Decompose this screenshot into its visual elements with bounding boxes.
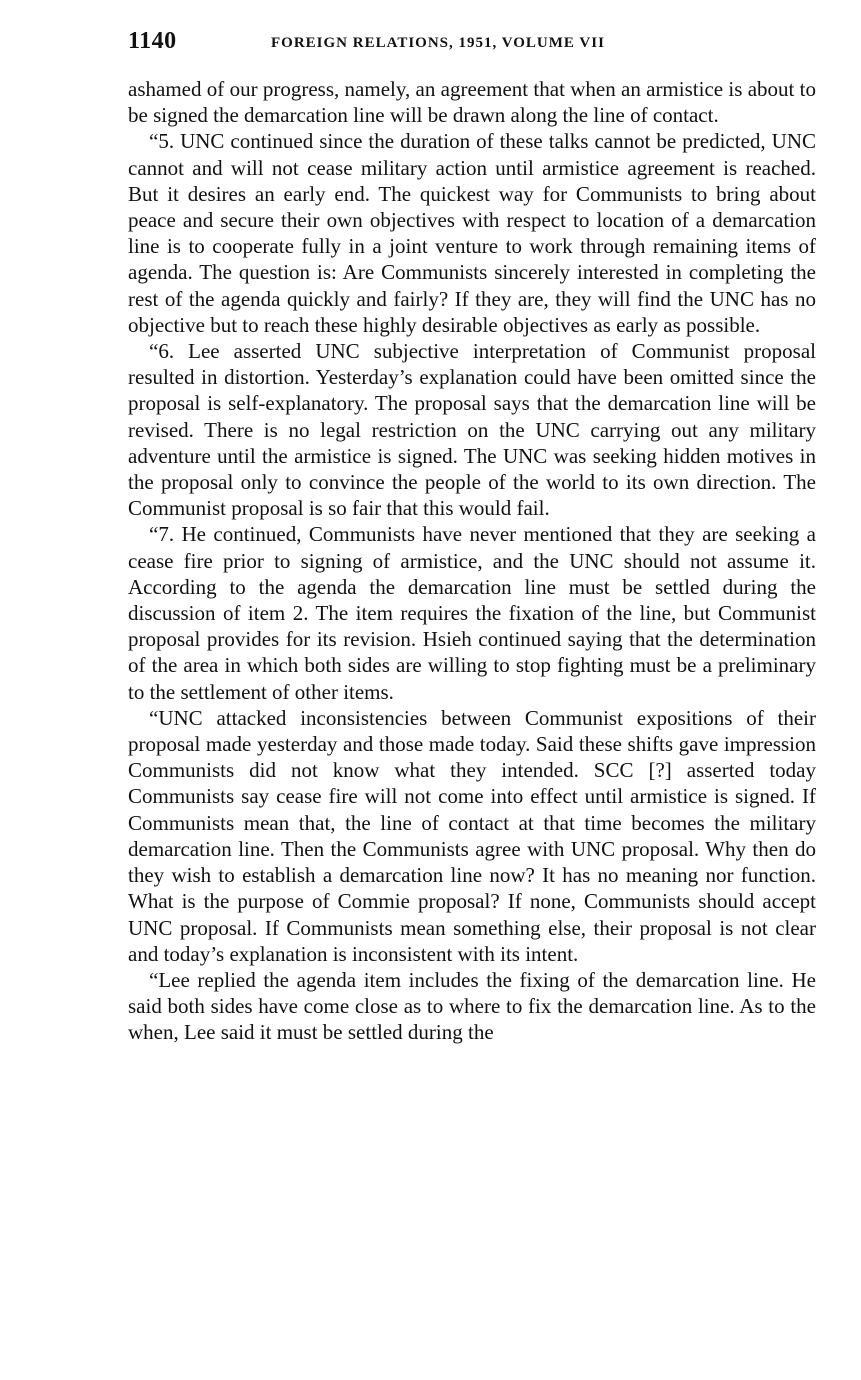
body-text (128, 76, 816, 1046)
running-title: FOREIGN RELATIONS, 1951, VOLUME VII (271, 35, 605, 51)
paragraph-continued: ashamed of our progress, namely, an agreement that when an armistice is about to be signed the demarcation line will be drawn along the line of contact. (128, 77, 816, 128)
page-header (128, 28, 818, 60)
paragraph-unc-attacked: “UNC attacked inconsistencies between Communist expositions of their proposal made yesterday and those made today. Said these shifts gave impression Communists did not know what they intended. SCC [?] asserted today Communists say cease fire will not come into effect until armistice is signed. If Communists mean that, the line of contact at that time becomes the military demarcation line. Then the Communists agree with UNC proposal. Why then do they wish to establish a demarcation line now? It has no meaning nor function. What is the purpose of Commie proposal? If none, Communists should accept UNC proposal. If Communists mean something else, their proposal is not clear and today’s explanation is inconsistent with its intent. (128, 705, 816, 966)
paragraph-point-6: “6. Lee asserted UNC subjective interpretation of Communist proposal resulted in distortion. Yesterday’s explanation could have been omitted since the proposal is self-explanatory. The proposal says that the demarcation line will be revised. There is no legal restriction on the UNC carrying out any military adventure until the armistice is signed. The UNC was seeking hidden motives in the proposal only to convince the people of the world to its own direction. The Communist proposal is so fair that this would fail. (128, 339, 816, 521)
paragraph-point-5: “5. UNC continued since the duration of these talks cannot be predicted, UNC cannot and will not cease military action until armistice agreement is reached. But it desires an early end. The quickest way for Communists to bring about peace and secure their own objectives with respect to location of a demarcation line is to cooperate fully in a joint venture to work through remaining items of agenda. The question is: Are Communists sincerely interested in completing the rest of the agenda quickly and fairly? If they are, they will find the UNC has no objective but to reach these highly desirable objectives as early as possible. (128, 129, 816, 337)
paragraph-point-7: “7. He continued, Communists have never mentioned that they are seeking a cease fire prior to signing of armistice, and the UNC should not assume it. According to the agenda the demarcation line must be settled during the discussion of item 2. The item requires the fixation of the line, but Communist proposal provides for its revision. Hsieh continued saying that the determination of the area in which both sides are willing to stop fighting must be a preliminary to the settlement of other items. (128, 522, 816, 704)
page-number: 1140 (128, 28, 177, 54)
paragraph-lee-replied: “Lee replied the agenda item includes the fixing of the demarcation line. He said both sides have come close as to where to fix the demarcation line. As to the when, Lee said it must be settled during the (128, 967, 816, 1045)
